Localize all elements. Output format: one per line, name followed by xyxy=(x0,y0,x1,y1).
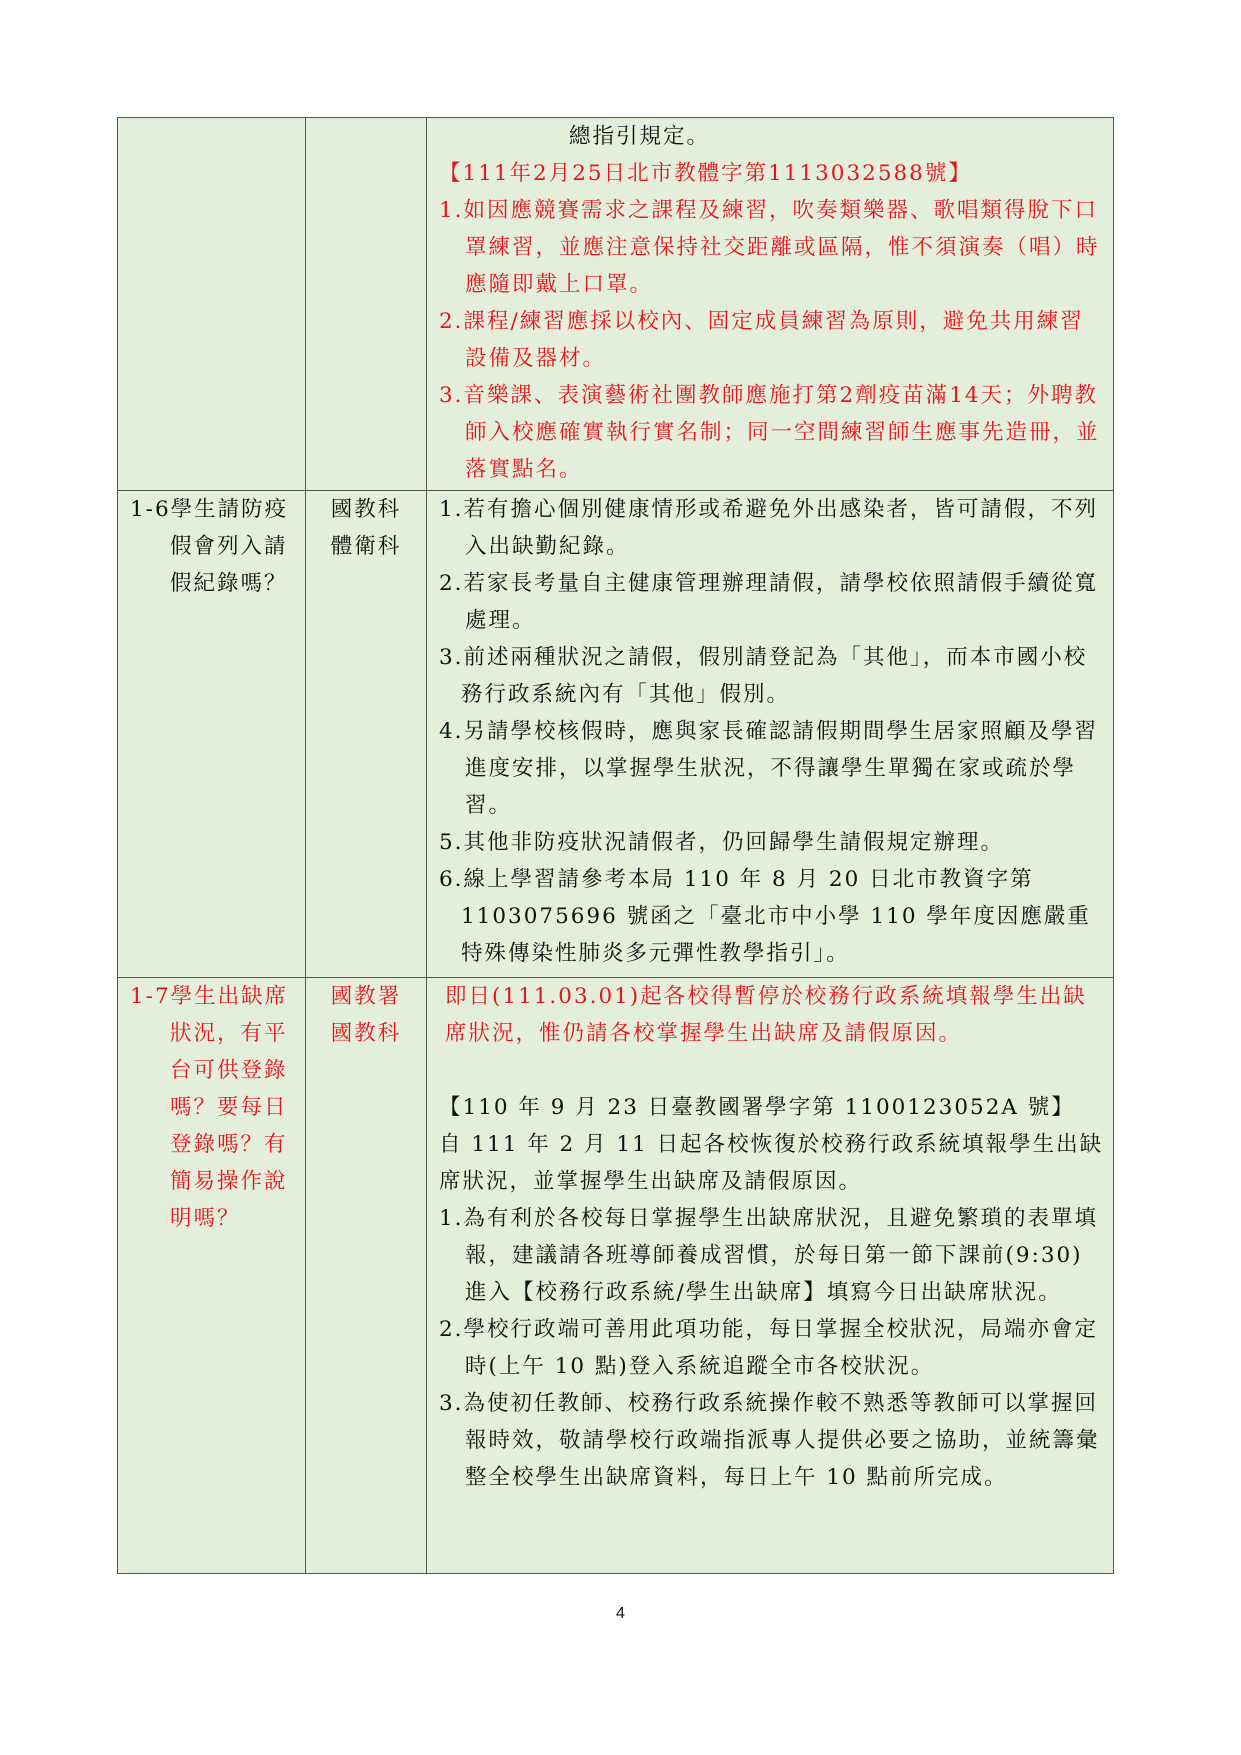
question-cell xyxy=(118,118,306,491)
list-item: 3.為使初任教師、校務行政系統操作較不熟悉等教師可以掌握回報時效，敬請學校行政端指派專人提供必要之協助，並統籌彙整全校學生出缺席資料，每日上午 10 點前所完成。 xyxy=(439,1391,1100,1490)
blank-line xyxy=(439,1052,1105,1089)
answer-cell xyxy=(427,491,1114,978)
question-cell xyxy=(118,978,306,1574)
list-item: 3.前述兩種狀況之請假，假別請登記為「其他」，而本市國小校務行政系統內有「其他」假別。 xyxy=(439,645,1088,707)
department-cell xyxy=(306,491,427,978)
answer-cell xyxy=(427,978,1114,1574)
department-line: 國教科 xyxy=(330,497,402,522)
table-row xyxy=(118,978,1114,1574)
list-item: 1.如因應競賽需求之課程及練習，吹奏類樂器、歌唱類得脫下口罩練習，並應注意保持社交距離或區隔，惟不須演奏（唱）時應隨即戴上口罩。 xyxy=(439,198,1100,297)
list-item: 3.音樂課、表演藝術社團教師應施打第2劑疫苗滿14天；外聘教師入校應確實執行實名制；同一空間練習師生應事先造冊，並落實點名。 xyxy=(439,383,1100,482)
table-row xyxy=(118,118,1114,491)
list-item: 1.為有利於各校每日掌握學生出缺席狀況，且避免繁瑣的表單填報，建議請各班導師養成習慣，於每日第一節下課前(9:30)進入【校務行政系統/學生出缺席】填寫今日出缺席狀況。 xyxy=(439,1206,1099,1305)
department-cell xyxy=(306,978,427,1574)
department-line: 國教署 xyxy=(330,984,402,1009)
list-item: 2.若家長考量自主健康管理辦理請假，請學校依照請假手續從寬處理。 xyxy=(439,571,1099,633)
red-note: 即日(111.03.01)起各校得暫停於校務行政系統填報學生出缺席狀況，惟仍請各校掌握學生出缺席及請假原因。 xyxy=(445,984,1087,1046)
list-item: 5.其他非防疫狀況請假者，仍回歸學生請假規定辦理。 xyxy=(439,830,1005,855)
source-reference: 【110 年 9 月 23 日臺教國署學字第 1100123052A 號】 xyxy=(439,1095,1075,1120)
faq-table xyxy=(117,117,1114,1574)
department-cell xyxy=(306,118,427,491)
list-item: 4.另請學校核假時，應與家長確認請假期間學生居家照顧及學習進度安排，以掌握學生狀況，不得讓學生單獨在家或疏於學習。 xyxy=(439,719,1099,818)
intro-text: 自 111 年 2 月 11 日起各校恢復於校務行政系統填報學生出缺席狀況，並掌握學生出缺席及請假原因。 xyxy=(439,1132,1104,1194)
list-item: 2.課程/練習應採以校內、固定成員練習為原則，避免共用練習設備及器材。 xyxy=(439,309,1084,371)
question-text: 1-7學生出缺席狀況，有平台可供登錄嗎？要每日登錄嗎？有簡易操作說明嗎？ xyxy=(130,984,289,1231)
source-reference: 【111年2月25日北市教體字第1113032588號】 xyxy=(439,161,972,186)
list-item: 6.線上學習請參考本局 110 年 8 月 20 日北市教資字第1103075696 號函之「臺北市中小學 110 學年度因應嚴重特殊傳染性肺炎多元彈性教學指引」。 xyxy=(439,867,1091,966)
list-item: 2.學校行政端可善用此項功能，每日掌握全校狀況，局端亦會定時(上午 10 點)登入系統追蹤全市各校狀況。 xyxy=(439,1317,1099,1379)
continued-line: 總指引規定。 xyxy=(569,124,711,149)
question-cell xyxy=(118,491,306,978)
list-item: 1.若有擔心個別健康情形或希避免外出感染者，皆可請假，不列入出缺勤紀錄。 xyxy=(439,497,1099,559)
question-text: 1-6學生請防疫假會列入請假紀錄嗎？ xyxy=(130,497,289,596)
department-line: 體衛科 xyxy=(330,534,402,559)
table-row xyxy=(118,491,1114,978)
page-number: 4 xyxy=(616,1605,625,1622)
department-line: 國教科 xyxy=(330,1021,402,1046)
answer-cell xyxy=(427,118,1114,491)
